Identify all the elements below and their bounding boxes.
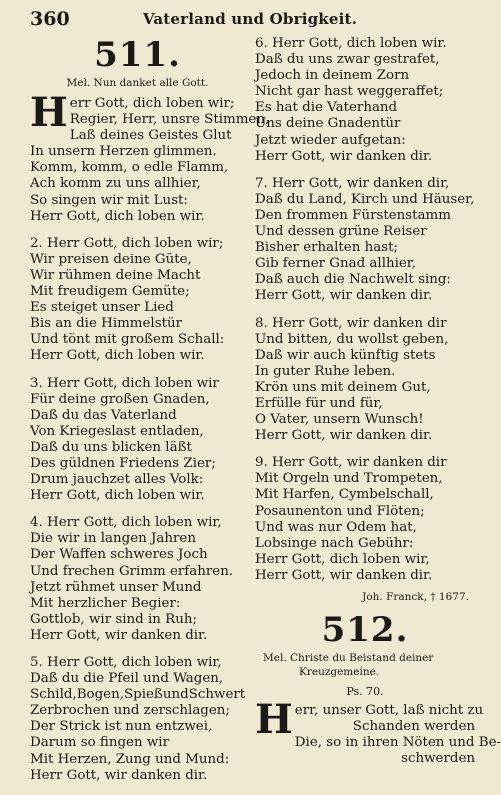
verse-line: Schild,Bogen,SpießundSchwert: [30, 687, 246, 703]
verse-line: Die wir in langen Jahren: [30, 531, 196, 547]
stanza-7: [255, 176, 475, 305]
verse-line: Bis an die Himmelstür: [30, 316, 182, 332]
verse-line: Lobsinge nach Gebühr:: [255, 535, 414, 551]
verse-line: schwerden: [401, 751, 475, 767]
left-column: [30, 35, 270, 795]
page-number: 360: [30, 8, 70, 30]
verse-line: 2. Herr Gott, dich loben wir;: [30, 235, 224, 251]
verse-line: Jetzt rühmet unser Mund: [30, 579, 202, 595]
drop-cap: H: [30, 89, 68, 136]
verse-line: Von Kriegeslast entladen,: [30, 423, 204, 439]
running-title: Vaterland und Obrigkeit.: [142, 10, 358, 28]
verse-line: 9. Herr Gott, wir danken dir: [255, 455, 447, 471]
verse-line: Herr Gott, wir danken dir.: [255, 567, 433, 583]
verse-line: Zerbrochen und zerschlagen;: [30, 703, 230, 719]
verse-line: Jedoch in deinem Zorn: [255, 68, 410, 84]
hymn-author: Joh. Franck, † 1677.: [362, 591, 469, 603]
stanza-6: [255, 36, 475, 165]
verse-line: Erfülle für und für,: [255, 395, 383, 411]
verse-line: Und was nur Odem hat,: [255, 519, 417, 535]
verse-line: Mit herzlicher Begier:: [30, 595, 181, 611]
verse-line: Der Strick ist nun entzwei,: [30, 719, 213, 735]
verse-line: Darum so fingen wir: [30, 735, 169, 751]
verse-line: Des güldnen Friedens Zier;: [30, 455, 216, 471]
verse-line: Mit Orgeln und Trompeten,: [255, 471, 443, 487]
verse-line: Und dessen grüne Reiser: [255, 224, 427, 240]
verse-line: Daß wir auch künftig stets: [255, 347, 436, 363]
verse-line: Für deine großen Gnaden,: [30, 391, 210, 407]
verse-line: err Gott, dich loben wir;: [69, 96, 235, 111]
verse-line: 4. Herr Gott, dich loben wir,: [30, 515, 222, 531]
verse-line: Daß du Land, Kirch und Häuser,: [255, 191, 475, 207]
verse-line: 7. Herr Gott, wir danken dir,: [255, 175, 450, 191]
verse-line: Regier, Herr, unsre Stimmen,: [69, 112, 270, 128]
verse-line: Mit Harfen, Cymbelschall,: [255, 487, 434, 503]
verse-line: 8. Herr Gott, wir danken dir: [255, 315, 447, 331]
verse-line: err, unser Gott, laß nicht zu: [294, 703, 484, 718]
verse-line: Die, so in ihren Nöten und Be-: [294, 735, 501, 751]
verse-line: Daß du uns zwar gestrafet,: [255, 52, 440, 68]
verse-line: Und tönt mit großem Schall:: [30, 332, 225, 348]
verse-line: Und bitten, du wollst geben,: [255, 331, 449, 347]
melody-note-511: Mel. Nun danket alle Gott.: [66, 77, 209, 89]
verse-line: Herr Gott, dich loben wir.: [30, 488, 205, 504]
verse-line: O Vater, unsern Wunsch!: [255, 412, 424, 428]
verse-line: 3. Herr Gott, dich loben wir: [30, 375, 219, 391]
verse-line: Mit freudigem Gemüte;: [30, 284, 190, 300]
verse-line: Wir rühmen deine Macht: [30, 267, 201, 283]
verse-line: Drum jauchzet alles Volk:: [30, 472, 204, 488]
verse-line: Ach komm zu uns allhier,: [30, 176, 201, 192]
page-header: [0, 8, 480, 36]
verse-line: Mit Herzen, Zung und Mund:: [30, 751, 230, 767]
melody-line: Mel. Christe du Beistand deiner: [263, 652, 434, 664]
stanza-9: [255, 455, 475, 584]
melody-line: Kreuzgemeine.: [299, 666, 380, 678]
verse-line: Gib ferner Gnad allhier,: [255, 256, 416, 272]
verse-line: Herr Gott, dich loben wir,: [255, 551, 430, 567]
verse-line: Daß du uns blicken läßt: [30, 439, 192, 455]
stanza-1: [30, 89, 270, 225]
verse-line: Herr Gott, wir danken dir.: [255, 288, 433, 304]
verse-line: In unsern Herzen glimmen.: [30, 144, 217, 160]
verse-line: Krön uns mit deinem Gut,: [255, 379, 431, 395]
hymn-number-511: 511.: [94, 35, 181, 75]
verse-line: Daß auch die Nachwelt sing:: [255, 272, 451, 288]
verse-line: Komm, komm, o edle Flamm,: [30, 160, 229, 176]
hymn-number-512: 512.: [321, 610, 409, 650]
verse-line: Daß du das Vaterland: [30, 407, 177, 423]
verse-line: Den frommen Fürstenstamm: [255, 207, 451, 223]
stanza-8: [255, 316, 475, 445]
psalm-reference: Ps. 70.: [346, 685, 384, 698]
verse-line: So singen wir mit Lust:: [30, 192, 188, 208]
verse-line: Herr Gott, wir danken dir.: [30, 767, 208, 783]
verse-line: Daß du die Pfeil und Wagen,: [30, 671, 224, 687]
verse-line: Herr Gott, wir danken dir.: [30, 627, 208, 643]
verse-line: Herr Gott, wir danken dir.: [255, 148, 433, 164]
right-column: [255, 36, 501, 778]
hymn-512-stanza-1: [255, 696, 501, 767]
verse-line: In guter Ruhe leben.: [255, 363, 396, 379]
verse-line: Bisher erhalten hast;: [255, 240, 398, 256]
verse-line: 5. Herr Gott, dich loben wir,: [30, 655, 222, 670]
verse-line: Laß deines Geistes Glut: [69, 128, 232, 144]
verse-line: Nicht gar hast weggeraffet;: [255, 84, 444, 100]
verse-line: Und frechen Grimm erfahren.: [30, 563, 234, 579]
drop-cap: H: [255, 696, 293, 743]
verse-line: Schanden werden: [352, 719, 475, 735]
stanza-2: [30, 236, 245, 365]
verse-line: Herr Gott, dich loben wir.: [30, 208, 205, 224]
verse-line: Herr Gott, wir danken dir.: [255, 428, 433, 444]
verse-line: Herr Gott, dich loben wir.: [30, 348, 205, 364]
verse-line: Der Waffen schweres Joch: [30, 547, 208, 563]
verse-line: Es steiget unser Lied: [30, 300, 174, 316]
verse-line: Wir preisen deine Güte,: [30, 251, 192, 267]
verse-line: 6. Herr Gott, dich loben wir.: [255, 36, 447, 51]
stanza-5: [30, 655, 245, 784]
stanza-4: [30, 515, 245, 644]
stanza-3: [30, 376, 245, 505]
melody-note-512: [255, 651, 475, 679]
verse-line: Uns deine Gnadentür: [255, 116, 401, 132]
verse-line: Jetzt wieder aufgetan:: [255, 132, 406, 148]
verse-line: Gottlob, wir sind in Ruh;: [30, 611, 197, 627]
verse-line: Posaunenton und Flöten;: [255, 503, 425, 519]
verse-line: Es hat die Vaterhand: [255, 100, 398, 116]
